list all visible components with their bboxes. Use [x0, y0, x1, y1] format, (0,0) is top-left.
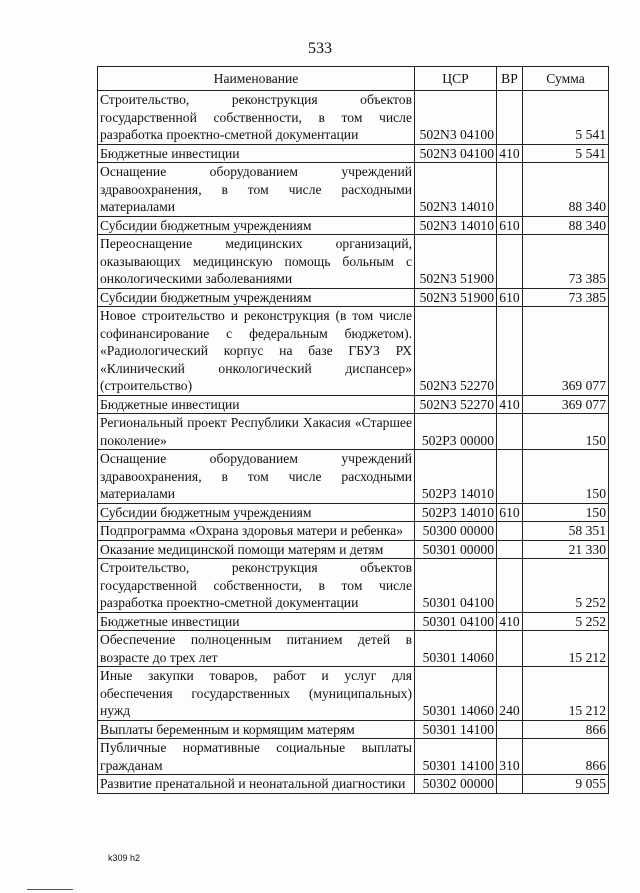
cell-csr: 502P3 14010: [415, 450, 497, 504]
cell-sum: 15 212: [523, 667, 609, 721]
cell-name: Обеспечение полноценным питанием детей в возрасте до трех лет: [98, 631, 415, 667]
cell-vr: 310: [497, 739, 523, 775]
table-row: [98, 395, 609, 414]
cell-sum: 73 385: [523, 235, 609, 289]
footer-code: k309 h2: [108, 853, 141, 863]
cell-vr: 610: [497, 216, 523, 235]
header-vr: ВР: [497, 67, 523, 91]
table-row: [98, 739, 609, 775]
header-sum: Сумма: [523, 67, 609, 91]
footer-rule: [27, 889, 73, 890]
page-number: 533: [308, 40, 332, 57]
table-row: [98, 288, 609, 307]
cell-vr: [497, 307, 523, 396]
table-header-row: [98, 67, 609, 91]
table-row: [98, 775, 609, 794]
table-row: [98, 307, 609, 396]
cell-csr: 50302 00000: [415, 775, 497, 794]
cell-vr: [497, 235, 523, 289]
table-row: [98, 631, 609, 667]
cell-name: Субсидии бюджетным учреждениям: [98, 288, 415, 307]
cell-name: Строительство, реконструкция объектов государственной собственности, в том числе разработка проектно-сметной документации: [98, 559, 415, 613]
header-name: Наименование: [98, 67, 415, 91]
cell-sum: 73 385: [523, 288, 609, 307]
table-row: [98, 91, 609, 145]
cell-csr: 50301 04100: [415, 612, 497, 631]
cell-csr: 50301 14060: [415, 631, 497, 667]
cell-name: Новое строительство и реконструкция (в том числе софинансирование с федеральным бюджетом). «Радиологический корпус на базе ГБУЗ РХ «Клинический онкологический диспансер» (строительство): [98, 307, 415, 396]
table-row: [98, 163, 609, 217]
table-body: [98, 91, 609, 794]
cell-vr: [497, 540, 523, 559]
table-row: [98, 144, 609, 163]
cell-sum: 5 541: [523, 144, 609, 163]
cell-vr: 410: [497, 612, 523, 631]
cell-name: Публичные нормативные социальные выплаты гражданам: [98, 739, 415, 775]
cell-vr: 610: [497, 503, 523, 522]
cell-sum: 58 351: [523, 522, 609, 541]
cell-sum: 88 340: [523, 163, 609, 217]
cell-name: Бюджетные инвестиции: [98, 612, 415, 631]
cell-vr: [497, 450, 523, 504]
cell-vr: [497, 720, 523, 739]
cell-name: Строительство, реконструкция объектов государственной собственности, в том числе разработка проектно-сметной документации: [98, 91, 415, 145]
budget-table: [97, 66, 609, 794]
cell-csr: 50301 00000: [415, 540, 497, 559]
cell-csr: 502N3 52270: [415, 395, 497, 414]
cell-name: Развитие пренатальной и неонатальной диагностики: [98, 775, 415, 794]
cell-csr: 502N3 51900: [415, 235, 497, 289]
cell-vr: [497, 522, 523, 541]
cell-vr: [497, 631, 523, 667]
table-row: [98, 522, 609, 541]
table-row: [98, 612, 609, 631]
cell-csr: 50300 00000: [415, 522, 497, 541]
cell-csr: 502P3 14010: [415, 503, 497, 522]
cell-name: Бюджетные инвестиции: [98, 144, 415, 163]
cell-csr: 502N3 52270: [415, 307, 497, 396]
cell-name: Переоснащение медицинских организаций, оказывающих медицинскую помощь больным с онкологическими заболеваниями: [98, 235, 415, 289]
cell-vr: 610: [497, 288, 523, 307]
header-csr: ЦСР: [415, 67, 497, 91]
cell-sum: 5 252: [523, 559, 609, 613]
cell-sum: 866: [523, 720, 609, 739]
table-row: [98, 414, 609, 450]
cell-csr: 50301 14100: [415, 720, 497, 739]
cell-name: Субсидии бюджетным учреждениям: [98, 503, 415, 522]
cell-vr: [497, 559, 523, 613]
cell-sum: 5 541: [523, 91, 609, 145]
cell-csr: 50301 14100: [415, 739, 497, 775]
cell-csr: 502N3 14010: [415, 216, 497, 235]
table-row: [98, 540, 609, 559]
cell-vr: [497, 414, 523, 450]
table-row: [98, 235, 609, 289]
cell-sum: 150: [523, 503, 609, 522]
cell-vr: [497, 163, 523, 217]
cell-name: Оснащение оборудованием учреждений здравоохранения, в том числе расходными материалами: [98, 163, 415, 217]
cell-sum: 150: [523, 450, 609, 504]
cell-csr: 502P3 00000: [415, 414, 497, 450]
cell-csr: 50301 14060: [415, 667, 497, 721]
table-row: [98, 450, 609, 504]
cell-vr: [497, 775, 523, 794]
table-row: [98, 216, 609, 235]
cell-name: Субсидии бюджетным учреждениям: [98, 216, 415, 235]
cell-name: Оказание медицинской помощи матерям и детям: [98, 540, 415, 559]
cell-vr: 410: [497, 144, 523, 163]
cell-vr: [497, 91, 523, 145]
cell-sum: 21 330: [523, 540, 609, 559]
cell-name: Иные закупки товаров, работ и услуг для обеспечения государственных (муниципальных) нужд: [98, 667, 415, 721]
cell-name: Оснащение оборудованием учреждений здравоохранения, в том числе расходными материалами: [98, 450, 415, 504]
cell-csr: 502N3 04100: [415, 144, 497, 163]
cell-sum: 15 212: [523, 631, 609, 667]
cell-name: Региональный проект Республики Хакасия «Старшее поколение»: [98, 414, 415, 450]
cell-sum: 5 252: [523, 612, 609, 631]
cell-csr: 502N3 14010: [415, 163, 497, 217]
cell-name: Выплаты беременным и кормящим матерям: [98, 720, 415, 739]
cell-sum: 369 077: [523, 307, 609, 396]
cell-csr: 502N3 51900: [415, 288, 497, 307]
cell-sum: 866: [523, 739, 609, 775]
cell-csr: 50301 04100: [415, 559, 497, 613]
cell-sum: 150: [523, 414, 609, 450]
cell-vr: 240: [497, 667, 523, 721]
table-row: [98, 559, 609, 613]
cell-csr: 502N3 04100: [415, 91, 497, 145]
cell-sum: 88 340: [523, 216, 609, 235]
cell-name: Подпрограмма «Охрана здоровья матери и ребенка»: [98, 522, 415, 541]
table-row: [98, 667, 609, 721]
table-row: [98, 503, 609, 522]
table-row: [98, 720, 609, 739]
cell-name: Бюджетные инвестиции: [98, 395, 415, 414]
cell-sum: 369 077: [523, 395, 609, 414]
cell-sum: 9 055: [523, 775, 609, 794]
cell-vr: 410: [497, 395, 523, 414]
